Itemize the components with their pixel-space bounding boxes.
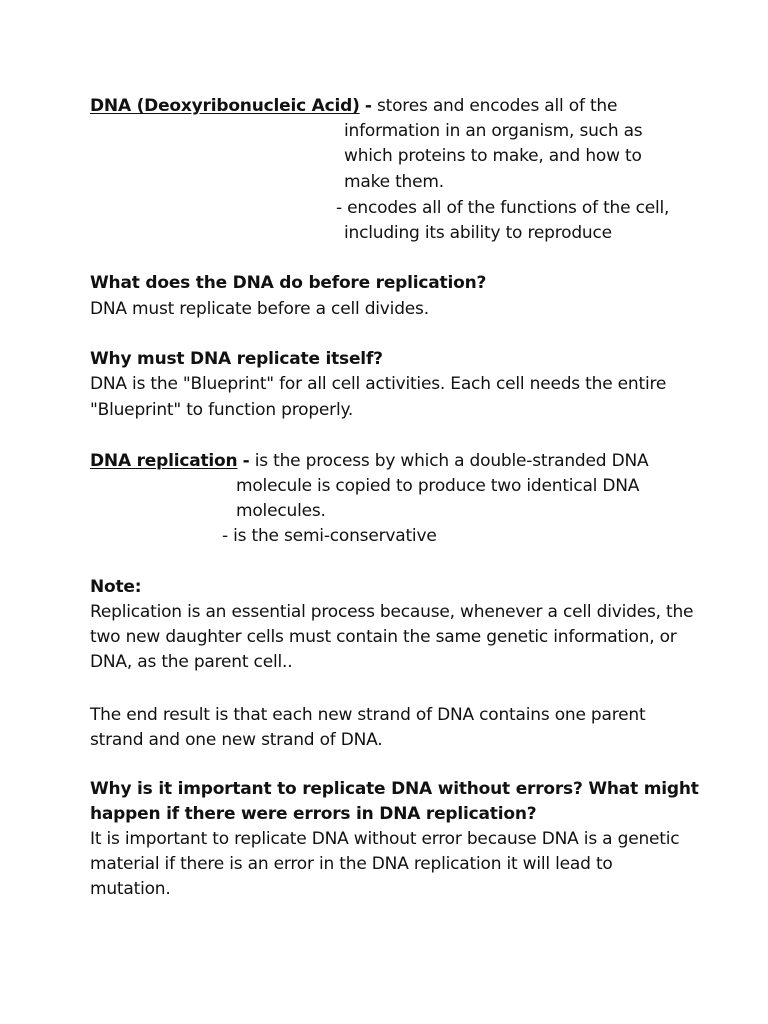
answer-errors-line-2: material if there is an error in the DNA replication it will lead to <box>90 854 613 874</box>
replication-definition-text: is the process by which a double-stranded DNA <box>254 451 649 471</box>
end-result-line-2: strand and one new strand of DNA. <box>90 730 383 750</box>
dna-definition-line-1 <box>90 94 617 119</box>
question-errors-line-2: happen if there were errors in DNA replication? <box>90 804 537 824</box>
dna-term: DNA (Deoxyribonucleic Acid) <box>90 96 360 116</box>
question-before-replication: What does the DNA do before replication? <box>90 273 487 293</box>
answer-why-replicate-line-2: "Blueprint" to function properly. <box>90 400 354 420</box>
question-errors-line-1: Why is it important to replicate DNA without errors? What might <box>90 779 699 799</box>
dna-definition-text: stores and encodes all of the <box>376 96 618 116</box>
dna-definition-line-4: make them. <box>344 172 444 192</box>
question-why-replicate: Why must DNA replicate itself? <box>90 349 383 369</box>
answer-errors-line-1: It is important to replicate DNA without error because DNA is a genetic <box>90 829 680 849</box>
replication-definition-line-3: molecules. <box>236 501 326 521</box>
note-line-3: DNA, as the parent cell.. <box>90 652 293 672</box>
end-result-line-1: The end result is that each new strand of DNA contains one parent <box>90 705 646 725</box>
dna-definition-line-6: including its ability to reproduce <box>344 223 612 243</box>
answer-errors-line-3: mutation. <box>90 879 171 899</box>
dna-definition-line-2: information in an organism, such as <box>344 121 643 141</box>
replication-definition-line-4: - is the semi-conservative <box>222 526 437 546</box>
answer-before-replication: DNA must replicate before a cell divides. <box>90 299 429 319</box>
replication-definition-line-1 <box>90 449 648 474</box>
note-line-2: two new daughter cells must contain the same genetic information, or <box>90 627 677 647</box>
replication-definition-line-2: molecule is copied to produce two identical DNA <box>236 476 640 496</box>
replication-term-dash: - <box>242 451 250 471</box>
dna-term-dash: - <box>364 96 372 116</box>
replication-term: DNA replication <box>90 451 238 471</box>
note-heading: Note: <box>90 577 142 597</box>
dna-definition-line-3: which proteins to make, and how to <box>344 146 642 166</box>
note-line-1: Replication is an essential process because, whenever a cell divides, the <box>90 602 694 622</box>
dna-definition-line-5: - encodes all of the functions of the cell, <box>336 198 670 218</box>
answer-why-replicate-line-1: DNA is the "Blueprint" for all cell activities. Each cell needs the entire <box>90 374 667 394</box>
